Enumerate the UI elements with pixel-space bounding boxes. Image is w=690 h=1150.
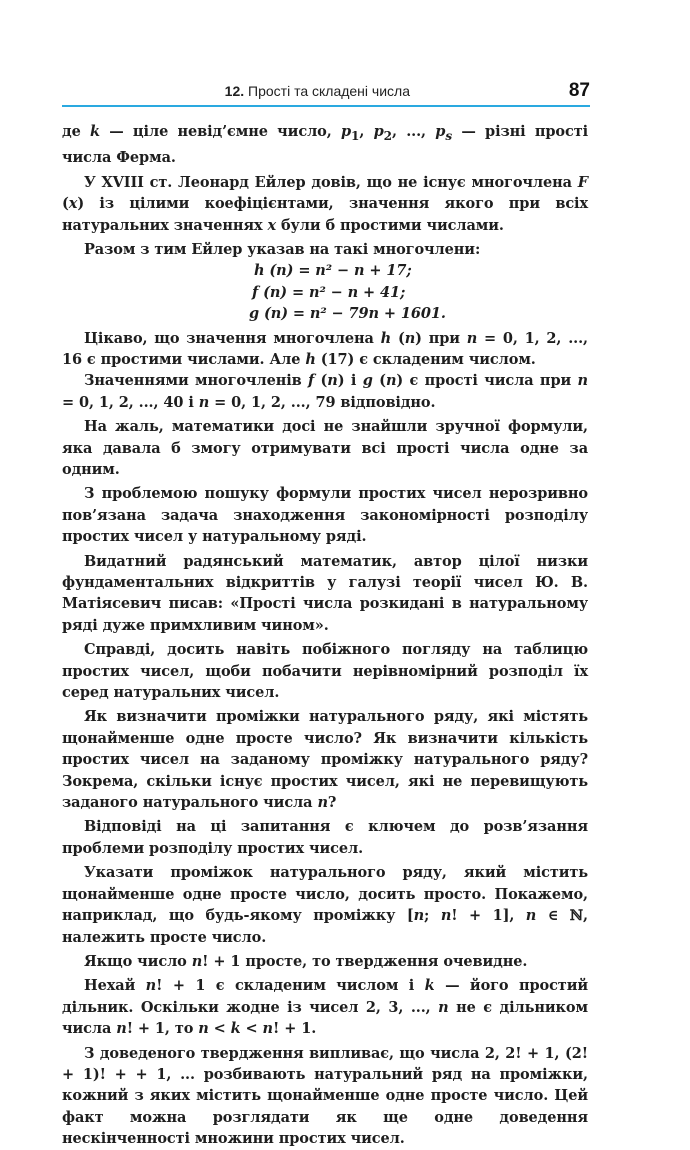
paragraph-h-values: Цікаво, що значення многочлена h (n) при n = 0, 1, 2, ..., 16 є простими числами. Але h (17) є складеним числом.	[62, 329, 588, 368]
paragraph-euler: У XVIII ст. Леонард Ейлер довів, що не існує многочлена F (x) із цілими коефіцієнтами, значення якого при всіх натуральних значеннях x були б простими числами.	[62, 173, 588, 234]
paragraph-conclusion: З доведеного твердження випливає, що числа 2, 2! + 1, (2! + 1)! + + 1, ... розбивають натуральний ряд на проміжки, кожний з яких містить щонайменше одне просте число. Цей факт можна розглядати як ще одне доведення нескінченності множини простих чисел.	[62, 1044, 588, 1148]
paragraph-fg-values: Значеннями многочленів f (n) і g (n) є прості числа при n = 0, 1, 2, ..., 40 і n = 0, 1, 2, ..., 79 відповідно.	[62, 372, 588, 411]
paragraph-no-formula: На жаль, математики досі не знайшли зручної формули, яка давала б змогу отримувати всі прості числа одне за одним.	[62, 418, 588, 478]
page-number: 87	[568, 80, 590, 101]
page-header	[62, 80, 590, 104]
formula-g: g (n) = n² − 79n + 1601.	[249, 305, 446, 323]
paragraph-matiyasevich: Видатний радянський математик, автор цілої низки фундаментальних відкриттів у галузі теорії чисел Ю. В. Матіясевич писав: «Прості числа розкидані в натуральному ряді дуже примхливим чином».	[62, 552, 588, 634]
paragraph-fermat: де k — ціле невід’ємне число, $p_1$, $p_2$, ..., $p_s$ — різні прості числа Ферма.	[62, 123, 588, 167]
paragraph-polynomials-intro: Разом з тим Ейлер указав на такі многочлени:	[84, 240, 481, 258]
paragraph-interval: Указати проміжок натурального ряду, який містить щонайменше одне просте число, досить просто. Покажемо, наприклад, що будь-якому проміжку [n; n! + 1], n ∈ ℕ, належить просте число.	[62, 864, 588, 946]
header-rule	[62, 105, 590, 107]
paragraph-uneven: Справді, досить навіть побіжного погляду на таблицю простих чисел, щоби побачити нерівномірний розподіл їх серед натуральних чисел.	[62, 641, 588, 702]
paragraph-composite-case: Нехай n! + 1 є складеним числом і k — його простий дільник. Оскільки жодне із чисел 2, 3, ..., n не є дільником числа n! + 1, то n < k < n! + 1.	[62, 977, 588, 1038]
paragraph-questions: Як визначити проміжки натурального ряду, які містять щонайменше одне просте число? Як визначити кількість простих чисел на заданому проміжку натурального ряду? Зокрема, скільки існує простих чисел, які не перевищують заданого натурального числа n?	[62, 708, 588, 812]
formula-f: f (n) = n² − n + 41;	[252, 283, 406, 301]
paragraph-answers: Відповіді на ці запитання є ключем до розв’язання проблеми розподілу простих чисел.	[62, 818, 588, 857]
formula-block	[62, 260, 588, 324]
page-body	[62, 121, 588, 1150]
paragraph-prime-case: Якщо число n! + 1 просте, то твердження очевидне.	[84, 952, 528, 970]
section-title: 12. Прості та складені числа	[224, 83, 410, 99]
formula-h: h (n) = n² − n + 17;	[254, 262, 412, 280]
paragraph-distribution: З проблемою пошуку формули простих чисел нерозривно пов’язана задача знаходження закономірності розподілу простих чисел у натуральному ряді.	[62, 485, 588, 546]
